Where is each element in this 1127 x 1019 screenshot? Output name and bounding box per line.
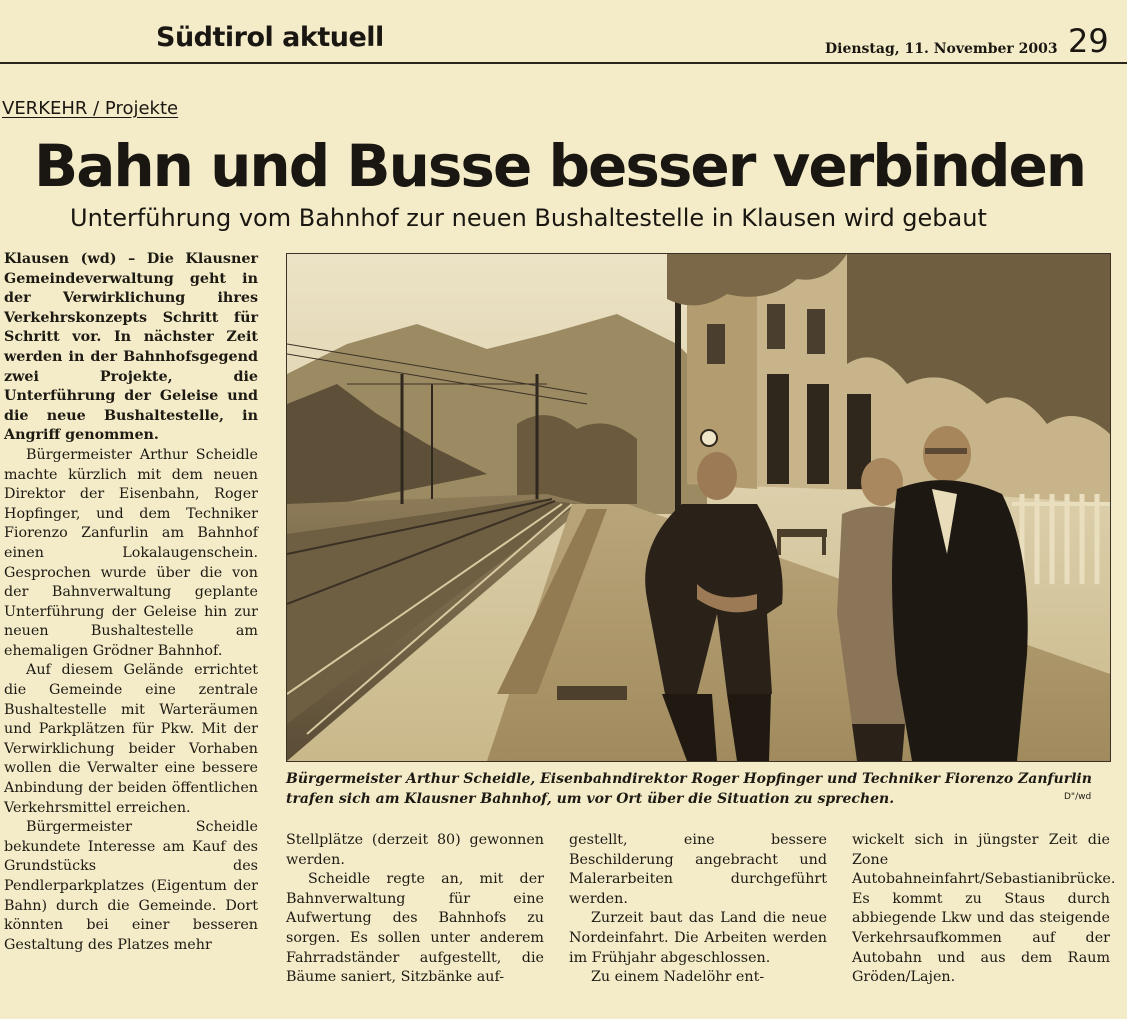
photo-credit: D"/wd	[1064, 792, 1092, 802]
photo-railway-station	[287, 254, 1110, 761]
article-headline: Bahn und Busse besser verbinden	[34, 132, 1086, 200]
article-paragraph: Stellplätze (derzeit 80) gewonnen werden.	[286, 832, 544, 868]
article-subheadline: Unterführung vom Bahnhof zur neuen Bushaltestelle in Klausen wird gebaut	[70, 204, 987, 232]
photo-caption: Bürgermeister Arthur Scheidle, Eisenbahndirektor Roger Hopfinger und Techniker Fiorenzo Zanfurlin trafen sich am Klausner Bahnhof, um vor Ort über die Situation zu sprechen.	[286, 771, 1092, 807]
section-title: Südtirol aktuell	[156, 22, 384, 53]
article-column-1	[4, 250, 258, 955]
article-paragraph: Bürgermeister Arthur Scheidle machte kürzlich mit dem neuen Direktor der Eisenbahn, Roger Hopfinger, und dem Techniker Fiorenzo Zanfurlin am Bahnhof einen Lokalaugenschein. Gesprochen wurde über die von der Bahnverwaltung geplante Unterführung der Geleise hin zur neuen Bushaltestelle am ehemaligen Grödner Bahnhof.	[4, 446, 258, 659]
article-photo	[286, 253, 1111, 762]
article-column-4	[852, 831, 1116, 988]
article-paragraph: wickelt sich in jüngster Zeit die Zone Autobahneinfahrt/Sebastianibrücke. Es kommt zu Staus durch abbiegende Lkw und das steigende Verkehrsaufkommen auf der Autobahn und aus dem Raum Gröden/Lajen.	[852, 832, 1116, 986]
issue-date: Dienstag, 11. November 2003	[825, 41, 1058, 57]
article-kicker: VERKEHR / Projekte	[2, 98, 179, 119]
article-column-3	[569, 831, 827, 988]
article-paragraph: Zu einem Nadelöhr ent-	[591, 969, 765, 986]
article-paragraph: Auf diesem Gelände errichtet die Gemeinde eine zentrale Bushaltestelle mit Warteräumen und Parkplätzen für Pkw. Mit der Verwirklichung beider Vorhaben wollen die Verwalter eine bessere Anbindung der beiden öffentlichen Verkehrsmittel erreichen.	[4, 662, 258, 816]
article-paragraph: Bürgermeister Scheidle bekundete Interesse am Kauf des Grundstücks des Pendlerparkplatzes (Eigentum der Bahn) durch die Gemeinde. Dort könnten bei einer besseren Gestaltung des Platzes mehr	[4, 819, 258, 953]
article-paragraph: Scheidle regte an, mit der Bahnverwaltung für eine Aufwertung des Bahnhofs zu sorgen. Es sollen unter anderem Fahrradständer aufgestellt, die Bäume saniert, Sitzbänke auf-	[286, 871, 544, 986]
article-paragraph: gestellt, eine bessere Beschilderung angebracht und Malerarbeiten durchgeführt werden.	[569, 832, 827, 907]
article-lead: Klausen (wd) – Die Klausner Gemeindeverwaltung geht in der Verwirklichung ihres Verkehrskonzepts Schritt für Schritt vor. In nächster Zeit werden in der Bahnhofsgegend zwei Projekte, die Unterführung der Geleise und die neue Bushaltestelle, in Angriff genommen.	[4, 251, 258, 444]
header-rule	[0, 62, 1127, 64]
article-paragraph: Zurzeit baut das Land die neue Nordeinfahrt. Die Arbeiten werden im Frühjahr abgeschlossen.	[569, 910, 827, 966]
article-column-2	[286, 831, 544, 988]
page-number: 29	[1068, 22, 1109, 60]
